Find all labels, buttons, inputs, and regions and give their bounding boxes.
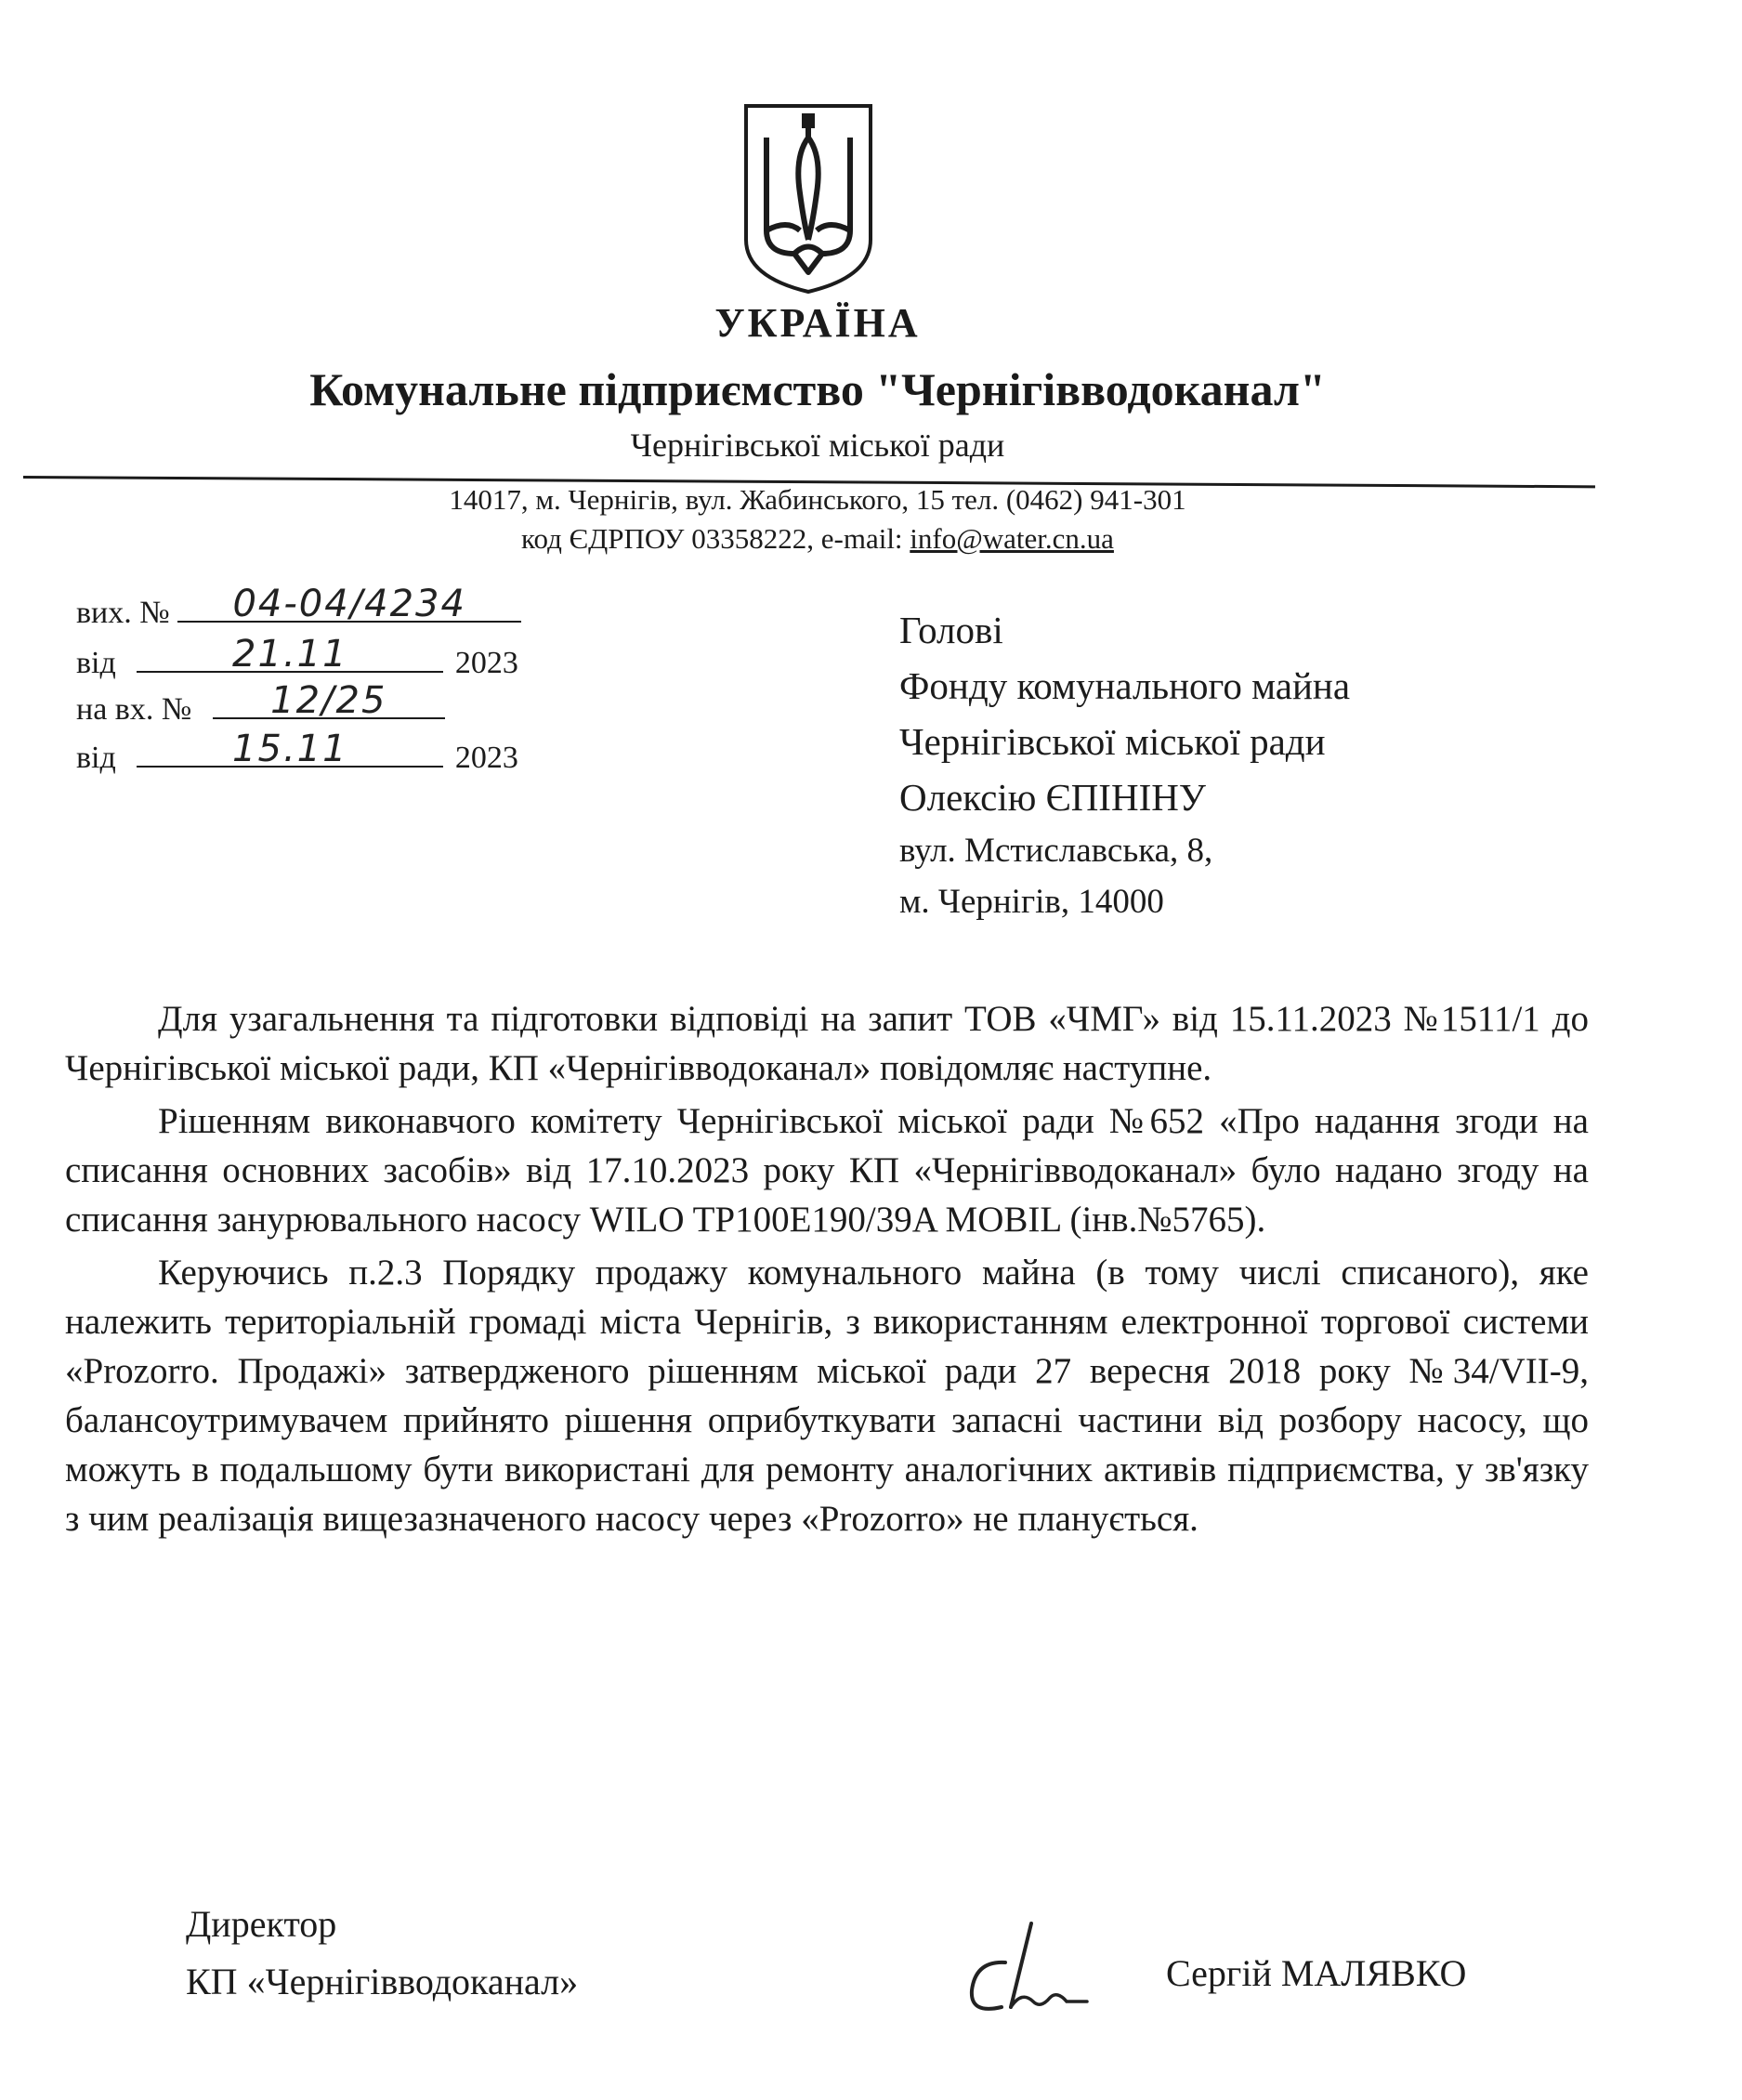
- body-paragraph-2: Рішенням виконавчого комітету Чернігівської міської ради №652 «Про надання згоди на списання основних засобів» від 17.10.2023 року КП «Чернігівводоканал» було надано згоду на списання занурювального насосу WILO TP100E190/39A MOBIL (інв.№5765).: [65, 1101, 1589, 1240]
- recipient-street: вул. Мстиславська, 8,: [899, 832, 1213, 870]
- organization-code-line: [0, 522, 1635, 556]
- organization-name: Комунальне підприємство "Чернігівводоканал": [309, 363, 1326, 415]
- recipient-line-3: Чернігівської міської ради: [899, 720, 1326, 763]
- coat-of-arms-icon: [739, 100, 878, 295]
- recipient-city: м. Чернігів, 14000: [899, 883, 1164, 921]
- incoming-number-label: на вх. №: [76, 692, 192, 727]
- outgoing-number-value: 04-04/4234: [232, 583, 466, 625]
- signatory-organization: КП «Чернігівводоканал»: [186, 1961, 579, 2002]
- country-title: УКРАЇНА: [714, 300, 921, 346]
- incoming-number-row: [76, 679, 445, 727]
- council-name: Чернігівської міської ради: [630, 427, 1005, 464]
- outgoing-date-label: від: [76, 646, 116, 680]
- outgoing-date-row: [76, 633, 518, 680]
- signatory-name: Сергій МАЛЯВКО: [1166, 1952, 1467, 1994]
- recipient-line-4: Олексію ЄПІНІНУ: [899, 776, 1206, 819]
- incoming-year: 2023: [454, 741, 518, 775]
- outgoing-date-value: 21.11: [232, 633, 348, 676]
- incoming-date-label: від: [76, 741, 116, 775]
- outgoing-number-field: [177, 584, 521, 623]
- signatory-position: Директор: [186, 1903, 337, 1945]
- outgoing-number-row: [76, 583, 521, 630]
- incoming-date-field: [137, 728, 443, 768]
- email-link[interactable]: info@water.cn.ua: [910, 522, 1114, 555]
- edrpou-code: код ЄДРПОУ 03358222, e-mail:: [521, 522, 910, 555]
- outgoing-number-label: вих. №: [76, 596, 170, 630]
- incoming-date-row: [76, 728, 518, 775]
- body-paragraph-3: Керуючись п.2.3 Порядку продажу комунального майна (в тому числі списаного), яке належить територіальній громаді міста Чернігів, з використанням електронної торгової системи «Prozorro. Продажі» затвердженого рішенням міської ради 27 вересня 2018 року №34/VII-9, балансоутримувачем прийнято рішення оприбуткувати запасні частини від розбору насосу, що можуть в подальшому бути використані для ремонту аналогічних активів підприємства, у зв'язку з чим реалізація вищезазначеного насосу через «Prozorro» не планується.: [65, 1253, 1589, 1539]
- recipient-line-2: Фонду комунального майна: [899, 664, 1351, 707]
- recipient-block: [899, 602, 1643, 927]
- incoming-number-value: 12/25: [270, 679, 387, 722]
- outgoing-date-field: [137, 633, 443, 676]
- incoming-date-value: 15.11: [232, 728, 348, 770]
- handwritten-signature-icon: [948, 1905, 1133, 2026]
- incoming-number-field: [213, 679, 445, 722]
- outgoing-year: 2023: [454, 646, 518, 680]
- recipient-line-1: Голові: [899, 609, 1003, 651]
- organization-address: 14017, м. Чернігів, вул. Жабинського, 15 тел. (0462) 941-301: [449, 483, 1186, 516]
- letter-body: [65, 994, 1589, 1547]
- signatory-title: [186, 1896, 578, 2011]
- body-paragraph-1: Для узагальнення та підготовки відповіді на запит ТОВ «ЧМГ» від 15.11.2023 №1511/1 до Чернігівської міської ради, КП «Чернігівводоканал» повідомляє наступне.: [65, 999, 1589, 1088]
